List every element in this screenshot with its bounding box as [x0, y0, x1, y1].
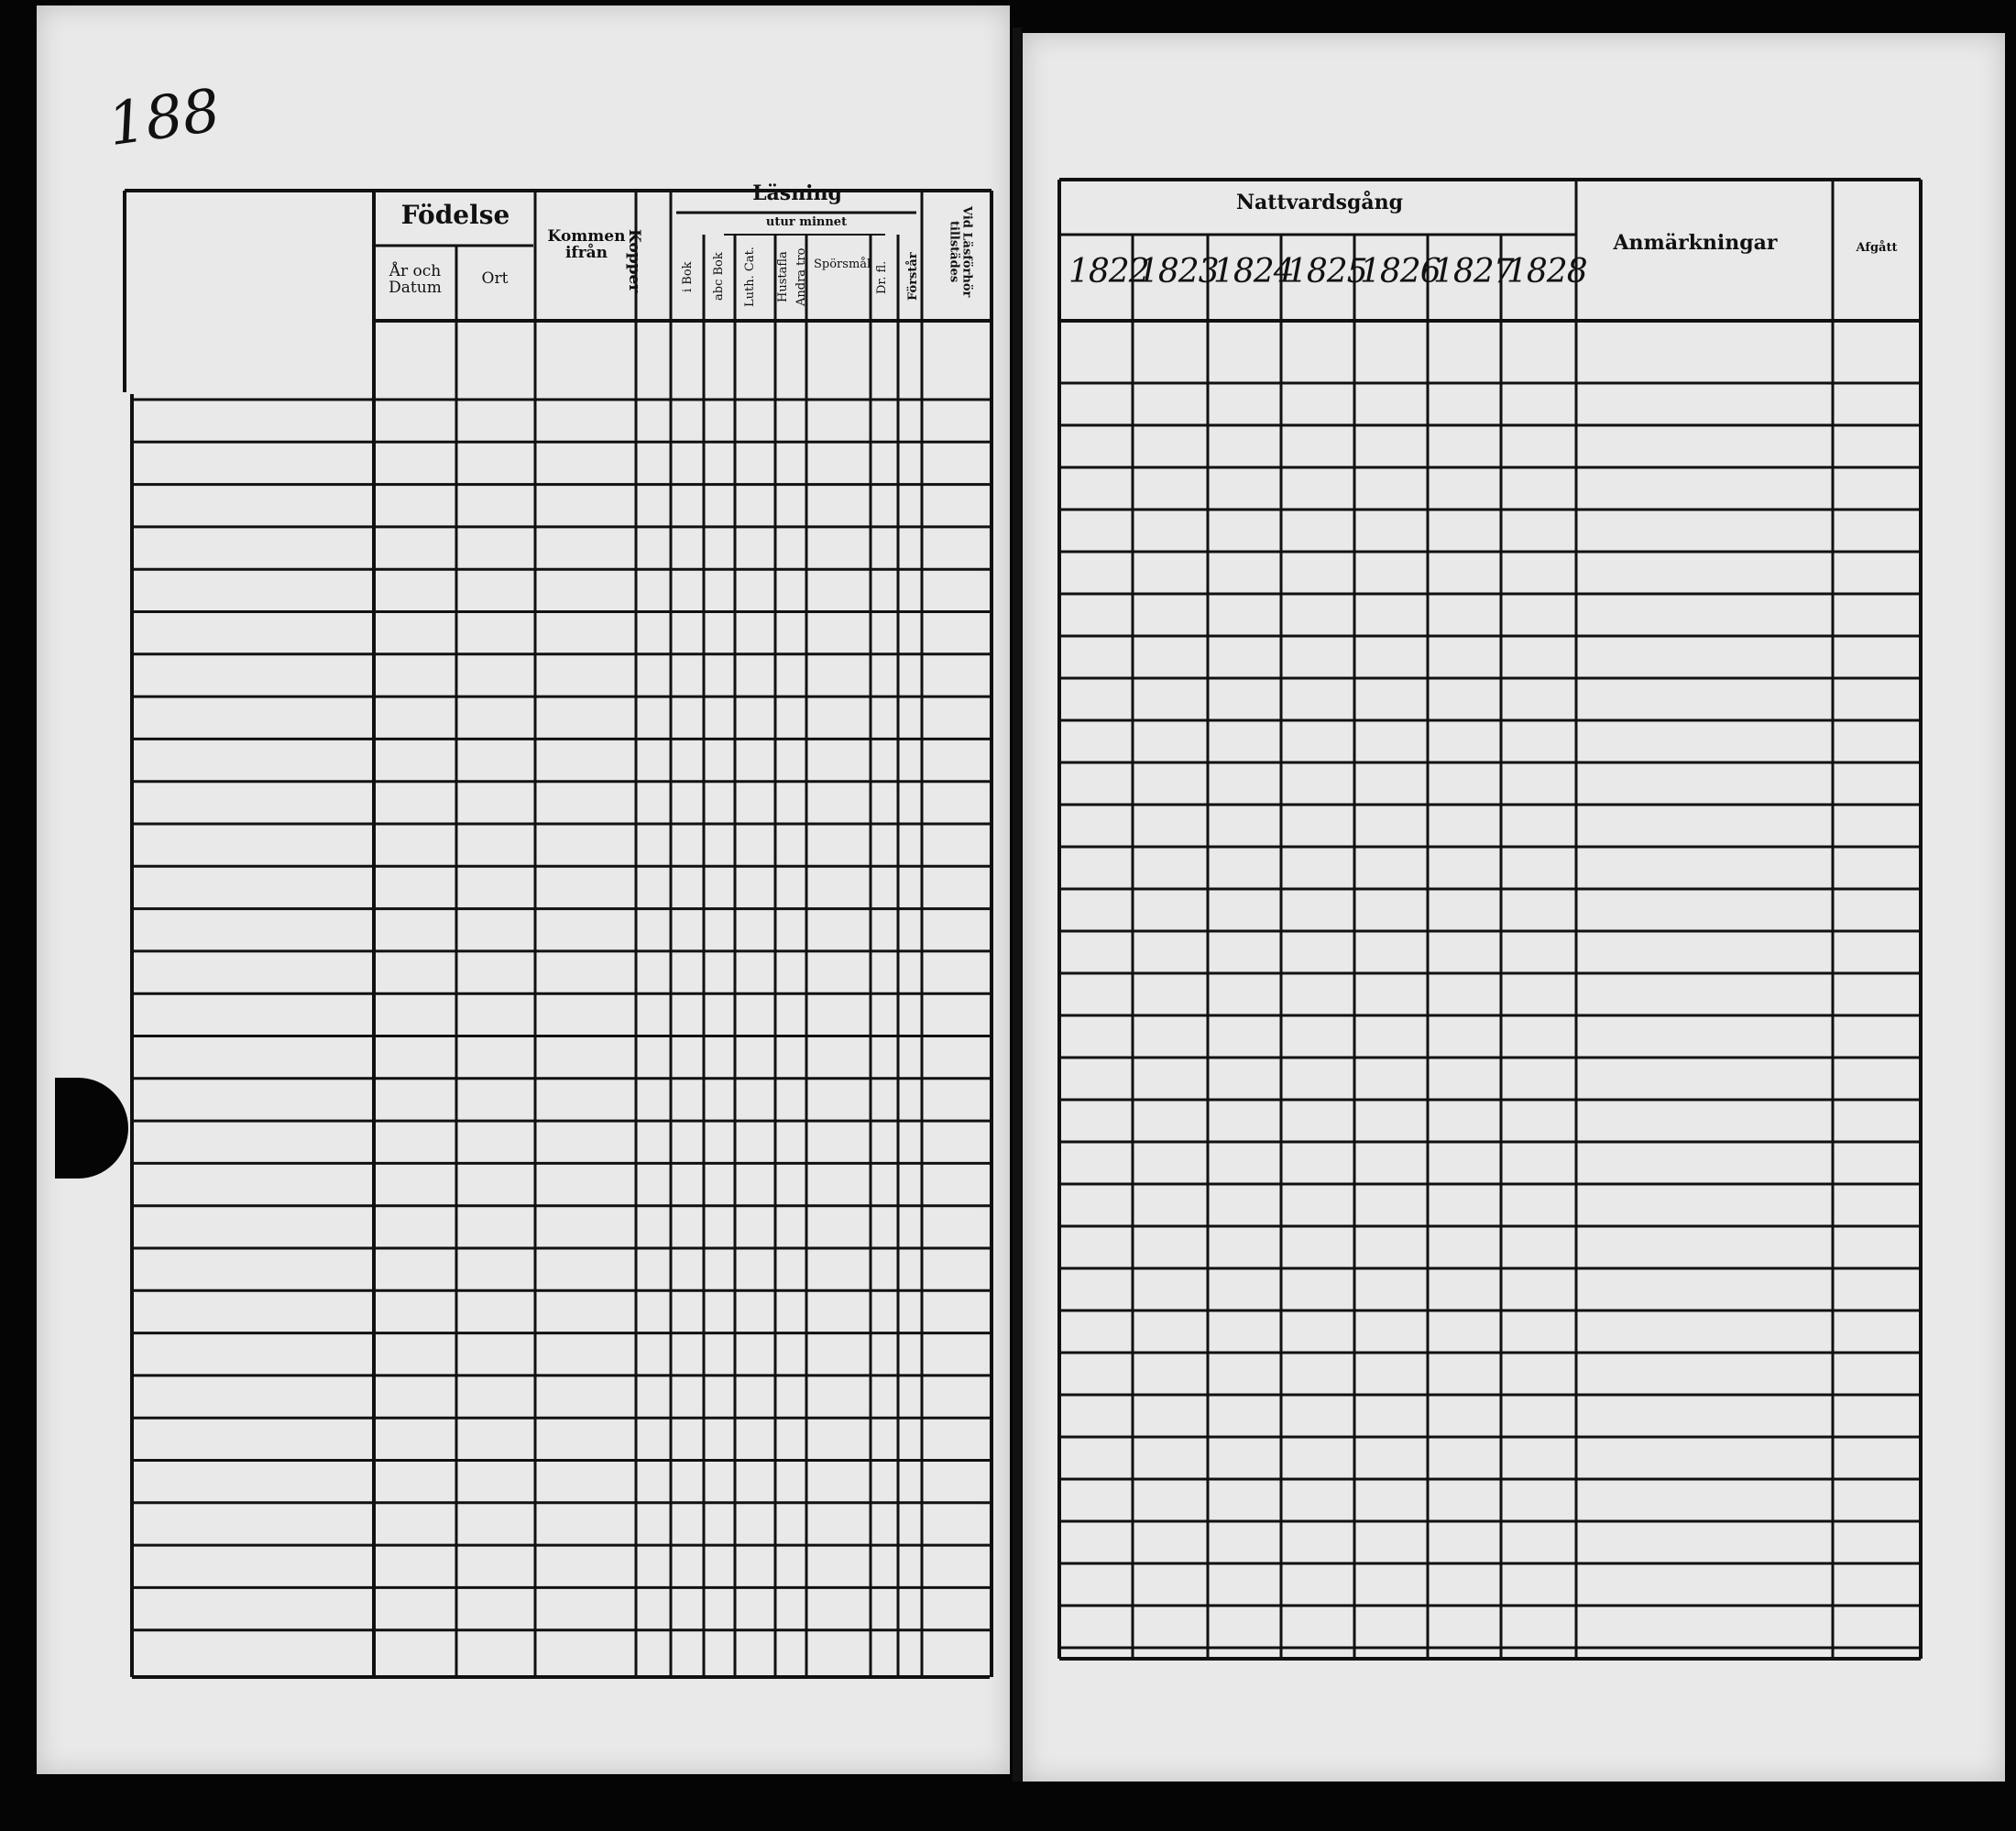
header-forstar: Förstår [906, 252, 920, 302]
year-header-1827: 1827 [1433, 253, 1514, 291]
year-header-1822: 1822 [1068, 253, 1149, 291]
header-nattvardsgang: Nattvardsgång [1235, 191, 1404, 214]
header-hustafel: Hustafla [776, 251, 790, 302]
header-i-bok: i Bok [681, 261, 695, 292]
header-vid-lasforhor: Vid Läsförhör tillstädes [947, 206, 974, 298]
header-fodelse: Födelse [400, 200, 510, 230]
header-andra-tro: Andra tro [794, 247, 808, 306]
header-lasning: Läsning [752, 181, 842, 205]
header-dr-fl: Dr. fl. [875, 260, 889, 295]
header-afgatt: Afgått [1856, 241, 1898, 255]
year-header-1825: 1825 [1287, 253, 1367, 291]
header-kommen-ifran: Kommen ifrån [547, 227, 626, 262]
header-ar-och-datum: År och Datum [389, 262, 442, 297]
header-utur-minnet: utur minnet [765, 215, 848, 229]
header-kopper: Kopper [624, 229, 643, 293]
header-abc-bok: abc Bok [712, 252, 726, 302]
header-sporsmal: Spörsmål [814, 258, 871, 271]
page-number: 188 [104, 76, 225, 160]
year-header-1823: 1823 [1138, 253, 1219, 291]
year-header-1828: 1828 [1507, 253, 1587, 291]
year-header-1826: 1826 [1360, 253, 1441, 291]
year-header-1824: 1824 [1213, 253, 1294, 291]
header-luthers: Luth. Cat. [743, 247, 757, 307]
header-ort: Ort [481, 269, 509, 288]
header-anmarkningar: Anmärkningar [1613, 231, 1778, 255]
